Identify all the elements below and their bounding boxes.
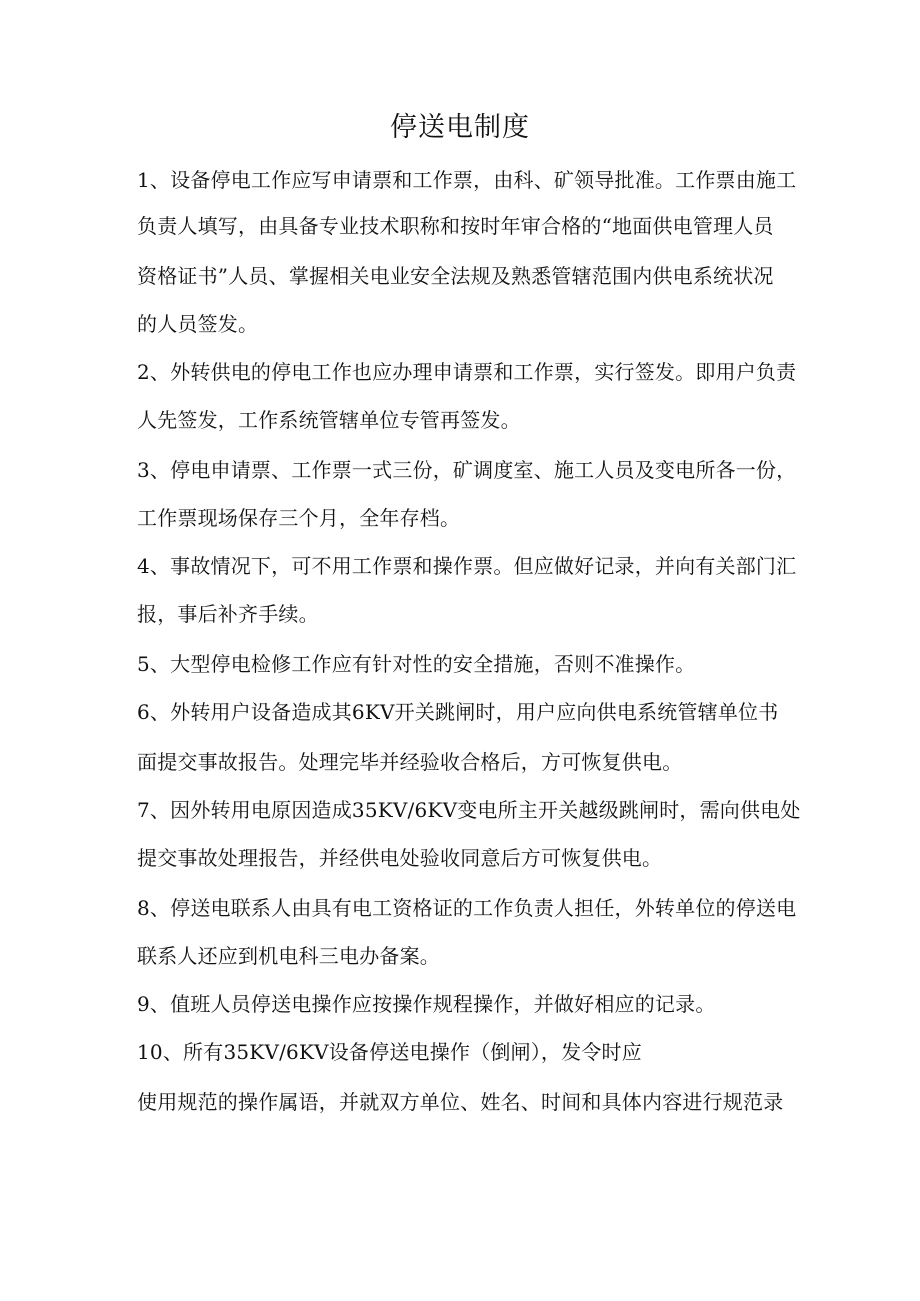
text-line: 工作票现场保存三个月，全年存档。 <box>137 506 461 530</box>
text-line: 9、值班人员停送电操作应按操作规程操作，并做好相应的记录。 <box>137 992 716 1016</box>
text-line: 使用规范的操作属语，并就双方单位、姓名、时间和具体内容进行规范录 <box>137 1090 784 1114</box>
text-line: 面提交事故报告。处理完毕并经验收合格后，方可恢复供电。 <box>137 750 683 774</box>
text-line: 4、事故情况下，可不用工作票和操作票。但应做好记录，并向有关部门汇 <box>137 554 797 578</box>
text-line: 报，事后补齐手续。 <box>137 602 319 626</box>
text-line: 8、停送电联系人由具有电工资格证的工作负责人担任，外转单位的停送电 <box>137 896 797 920</box>
text-line: 6、外转用户设备造成其6KV开关跳闸时，用户应向供电系统管辖单位书 <box>137 700 779 724</box>
document-title: 停送电制度 <box>390 112 530 143</box>
text-line: 人先签发，工作系统管辖单位专管再签发。 <box>137 408 521 432</box>
text-line: 7、因外转用电原因造成35KV/6KV变电所主开关越级跳闸时，需向供电处 <box>137 798 801 822</box>
text-line: 负责人填写，由具备专业技术职称和按时年审合格的“地面供电管理人员 <box>137 214 774 238</box>
text-line: 3、停电申请票、工作票一式三份，矿调度室、施工人员及变电所各一份， <box>137 458 797 482</box>
text-line: 10、所有35KV/6KV设备停送电操作（倒闸），发令时应 <box>137 1040 642 1064</box>
text-line: 的人员签发。 <box>137 312 259 336</box>
text-line: 2、外转供电的停电工作也应办理申请票和工作票，实行签发。即用户负责 <box>137 360 797 384</box>
text-line: 1、设备停电工作应写申请票和工作票，由科、矿领导批准。工作票由施工 <box>137 168 797 192</box>
text-line: 资格证书”人员、掌握相关电业安全法规及熟悉管辖范围内供电系统状况 <box>137 264 774 288</box>
text-line: 联系人还应到机电科三电办备案。 <box>137 944 440 968</box>
text-line: 5、大型停电检修工作应有针对性的安全措施，否则不准操作。 <box>137 652 696 676</box>
text-line: 提交事故处理报告，并经供电处验收同意后方可恢复供电。 <box>137 846 663 870</box>
